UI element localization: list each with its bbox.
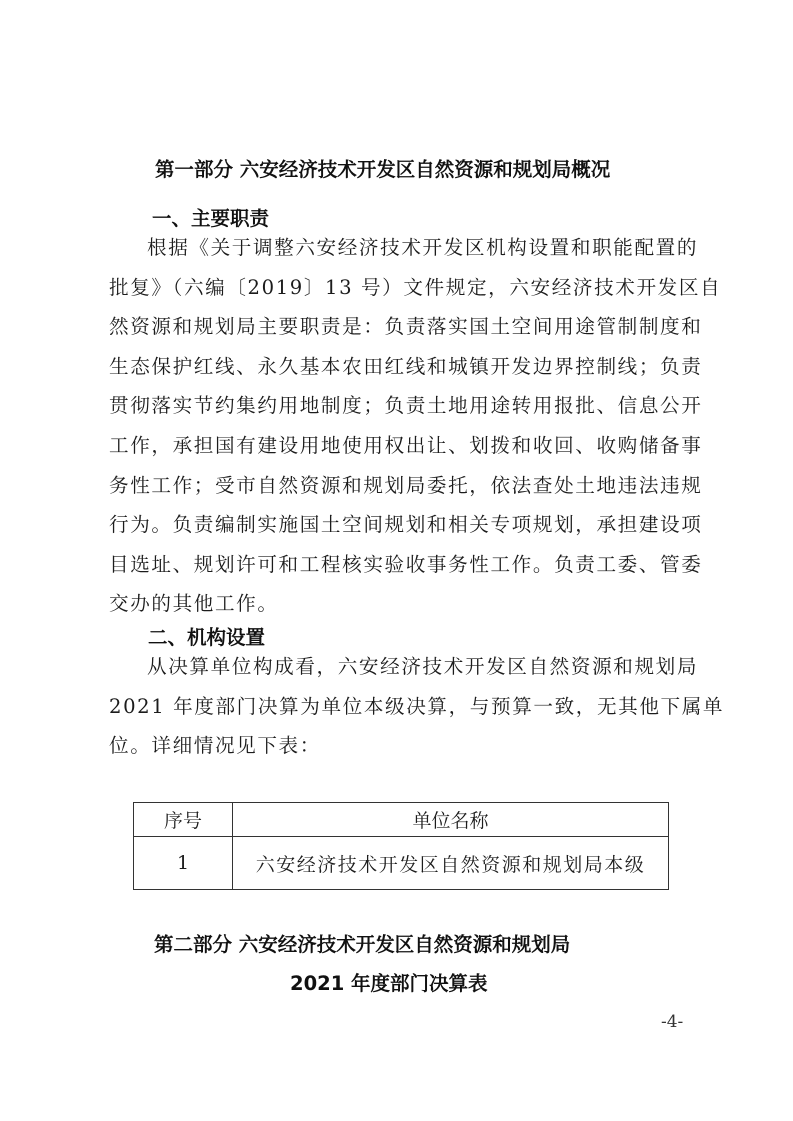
table-header-row [134,803,669,837]
part2-title-line1: 第二部分 六安经济技术开发区自然资源和规划局 [154,933,571,956]
unit-table [133,802,669,890]
body-line: 工作，承担国有建设用地使用权出让、划拨和收回、收购储备事 [109,433,703,457]
part1-title: 第一部分 六安经济技术开发区自然资源和规划局概况 [155,158,611,181]
table-row [134,837,669,890]
part2-title-line2: 2021 年度部门决算表 [290,972,488,995]
header-index: 序号 [134,803,233,837]
body-line: 根据《关于调整六安经济技术开发区机构设置和职能配置的 [147,236,699,259]
section2-heading: 二、机构设置 [148,626,266,649]
header-unit-name: 单位名称 [233,803,669,837]
body-line: 批复》（六编〔2019〕13 号）文件规定，六安经济技术开发区自 [109,275,722,299]
body-line: 从决算单位构成看，六安经济技术开发区自然资源和规划局 [147,655,699,678]
body-line: 位。详细情况见下表： [109,734,321,758]
section1-heading: 一、主要职责 [152,207,270,230]
body-line: 然资源和规划局主要职责是：负责落实国土空间用途管制制度和 [109,315,703,339]
section1-body [109,228,721,624]
section2-body [109,647,724,766]
body-line: 交办的其他工作。 [109,592,279,616]
body-line: 生态保护红线、永久基本农田红线和城镇开发边界控制线；负责 [109,354,703,378]
body-line: 目选址、规划许可和工程核实验收事务性工作。负责工委、管委 [109,552,703,576]
body-line: 贯彻落实节约集约用地制度；负责土地用途转用报批、信息公开 [109,394,703,418]
cell-index: 1 [134,837,233,890]
body-line: 2021 年度部门决算为单位本级决算，与预算一致，无其他下属单 [109,694,725,718]
cell-unit-name: 六安经济技术开发区自然资源和规划局本级 [233,837,669,890]
body-line: 务性工作；受市自然资源和规划局委托，依法查处土地违法违规 [109,473,703,497]
page-number: -4- [661,1012,684,1032]
body-line: 行为。负责编制实施国土空间规划和相关专项规划，承担建设项 [109,513,703,537]
